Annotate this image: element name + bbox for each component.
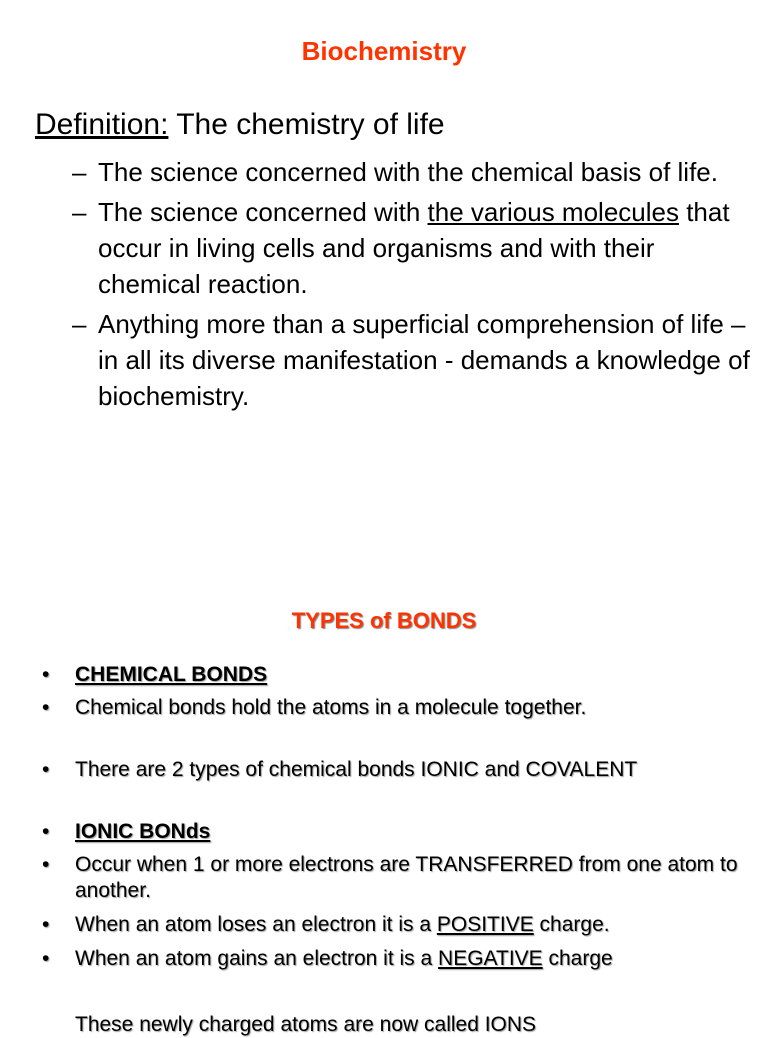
slide-title: Biochemistry bbox=[301, 36, 467, 66]
bullet-text-start: When an atom gains an electron it is a bbox=[75, 947, 439, 970]
bullet-item bbox=[42, 695, 742, 721]
bullet-text: Occur when 1 or more electrons are TRANSFERRED from one atom to another. bbox=[75, 853, 738, 902]
bullet-text-end: charge. bbox=[533, 913, 610, 936]
bullet-marker: • bbox=[42, 853, 50, 876]
bullet-marker: • bbox=[42, 758, 50, 781]
dash-marker: – bbox=[72, 197, 87, 227]
point-text: The science concerned with the chemical basis of life. bbox=[98, 157, 718, 187]
point-text-end: that occur in living cells and organisms and with their chemical reaction. bbox=[98, 197, 730, 299]
dash-marker: – bbox=[72, 309, 87, 339]
definition-label: Definition: bbox=[35, 108, 169, 141]
bullet-item bbox=[42, 819, 742, 845]
cut-off-bullet-text: These newly charged atoms are now called IONS bbox=[75, 1013, 537, 1036]
definition-text: The chemistry of life bbox=[168, 108, 445, 141]
slide-types-of-bonds bbox=[0, 560, 768, 1036]
slide-title: TYPES of BONDS bbox=[291, 608, 477, 633]
bullet-marker: • bbox=[42, 696, 50, 719]
definition-point bbox=[72, 194, 752, 302]
point-text-start: The science concerned with bbox=[98, 197, 428, 227]
bullet-item bbox=[42, 912, 742, 938]
definition-point bbox=[72, 154, 752, 190]
definition-point bbox=[72, 306, 752, 414]
bullet-text-end: charge bbox=[542, 947, 613, 970]
positive-term: POSITIVE bbox=[436, 913, 534, 936]
chemical-bonds-heading: CHEMICAL BONDS bbox=[75, 663, 268, 686]
bullet-item bbox=[42, 757, 742, 783]
ionic-bonds-heading: IONIC BONds bbox=[75, 820, 211, 843]
bullet-text: Chemical bonds hold the atoms in a molecule together. bbox=[75, 696, 587, 719]
bullet-marker: • bbox=[42, 913, 50, 936]
bullet-item bbox=[42, 852, 742, 904]
bullet-marker: • bbox=[42, 663, 50, 686]
bullet-item bbox=[42, 662, 742, 688]
point-text: Anything more than a superficial comprehension of life – in all its diverse manifestation - demands a knowledge of biochemistry. bbox=[98, 309, 750, 411]
definition-points bbox=[72, 154, 752, 418]
dash-marker: – bbox=[72, 157, 87, 187]
negative-term: NEGATIVE bbox=[438, 947, 543, 970]
bond-bullets bbox=[42, 662, 742, 972]
bullet-text: There are 2 types of chemical bonds IONIC and COVALENT bbox=[75, 758, 638, 781]
bullet-text-start: When an atom loses an electron it is a bbox=[75, 913, 437, 936]
point-emphasis: the various molecules bbox=[427, 197, 679, 227]
definition-line bbox=[35, 108, 445, 142]
bullet-marker: • bbox=[42, 820, 50, 843]
bullet-item bbox=[42, 946, 742, 972]
bullet-marker: • bbox=[42, 947, 50, 970]
